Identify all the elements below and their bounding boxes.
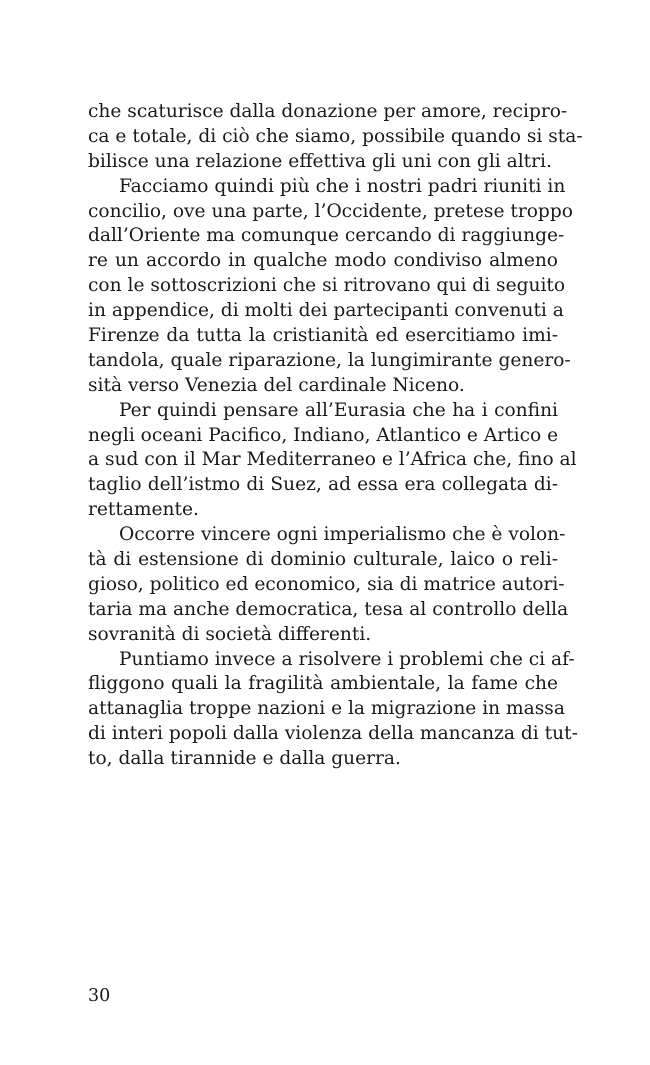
text-line: Puntiamo invece a risolvere i problemi che ci af-: [119, 648, 575, 670]
text-line: a sud con il Mar Mediterraneo e l’Africa che, fino al: [88, 449, 577, 471]
paragraph: [88, 648, 578, 772]
paragraph: [88, 100, 583, 175]
text-line: attanaglia troppe nazioni e la migrazione in massa: [88, 698, 565, 720]
paragraph: [88, 399, 577, 523]
text-line: sovranità di società differenti.: [88, 623, 372, 645]
text-line: dall’Oriente ma comunque cercando di raggiunge-: [88, 225, 565, 247]
text-line: tandola, quale riparazione, la lungimirante genero-: [88, 349, 571, 371]
text-line: fliggono quali la fragilità ambientale, la fame che: [88, 673, 558, 695]
page-number: 30: [88, 986, 111, 1006]
text-line: ca e totale, di ciò che siamo, possibile quando si sta-: [88, 125, 583, 147]
text-line: concilio, ove una parte, l’Occidente, pretese troppo: [88, 200, 573, 222]
text-line: Facciamo quindi più che i nostri padri riuniti in: [119, 175, 566, 197]
text-line: Occorre vincere ogni imperialismo che è volon-: [119, 524, 566, 546]
text-line: re un accordo in qualche modo condiviso almeno: [88, 250, 558, 272]
text-line: con le sottoscrizioni che si ritrovano qui di seguito: [88, 275, 566, 297]
text-line: rettamente.: [88, 499, 199, 521]
text-line: in appendice, di molti dei partecipanti convenuti a: [88, 300, 564, 322]
text-line: tà di estensione di dominio culturale, laico o reli-: [88, 549, 558, 571]
paragraph: [88, 175, 573, 399]
text-line: di interi popoli dalla violenza della mancanza di tut-: [88, 723, 578, 745]
paragraph: [88, 523, 569, 647]
text-line: taria ma anche democratica, tesa al controllo della: [88, 598, 569, 620]
text-line: negli oceani Pacifico, Indiano, Atlantico e Artico e: [88, 424, 559, 446]
page-body: [88, 100, 583, 772]
text-line: bilisce una relazione effettiva gli uni con gli altri.: [88, 150, 552, 172]
text-line: taglio dell’istmo di Suez, ad essa era collegata di-: [88, 474, 558, 496]
text-line: che scaturisce dalla donazione per amore, recipro-: [88, 101, 568, 122]
text-line: to, dalla tirannide e dalla guerra.: [88, 748, 401, 770]
text-line: Per quindi pensare all’Eurasia che ha i confini: [119, 399, 558, 421]
text-line: gioso, politico ed economico, sia di matrice autori-: [88, 573, 565, 595]
text-line: sità verso Venezia del cardinale Niceno.: [88, 374, 465, 396]
text-line: Firenze da tutta la cristianità ed esercitiamo imi-: [88, 325, 558, 347]
